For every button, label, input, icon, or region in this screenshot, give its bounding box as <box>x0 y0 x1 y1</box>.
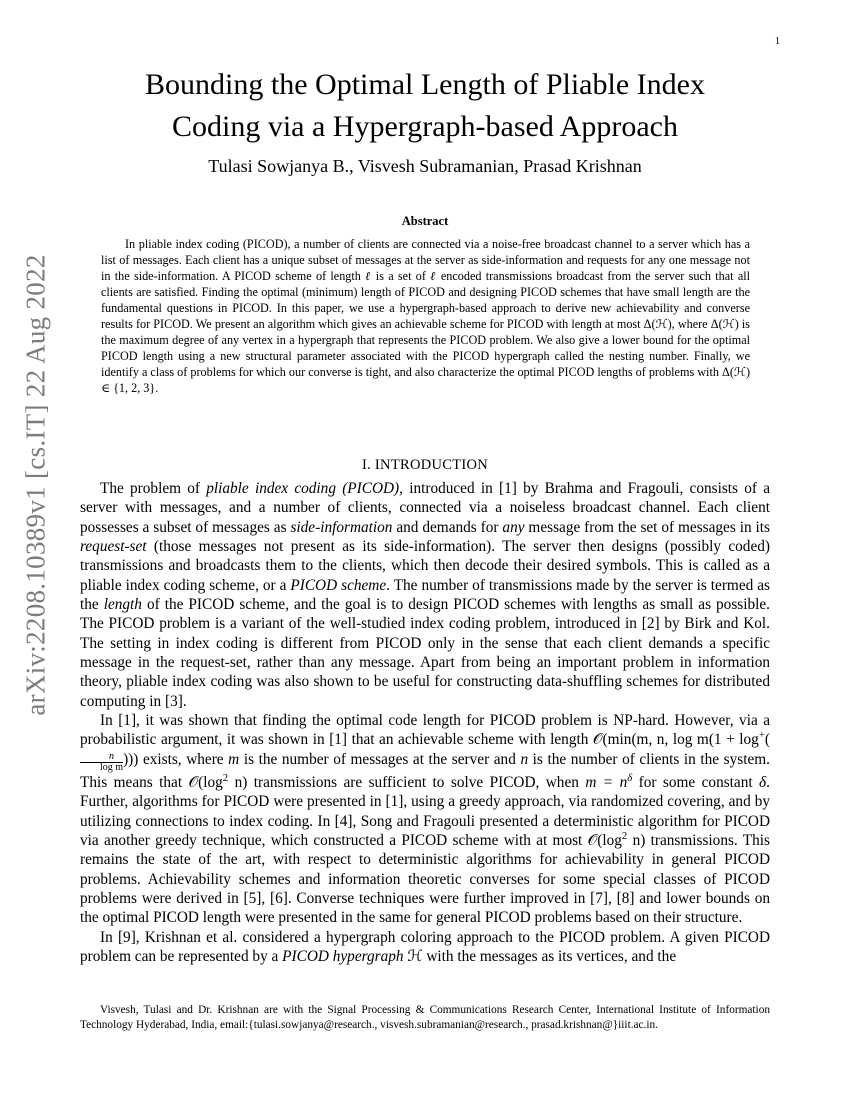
title-line-1: Bounding the Optimal Length of Pliable Index <box>145 68 705 101</box>
math-hypergraph: ℋ <box>722 317 735 332</box>
math-ell: ℓ <box>365 269 372 284</box>
text-segment: message from the set of messages in its <box>524 518 770 536</box>
section-heading-introduction: I. INTRODUCTION <box>361 457 489 473</box>
text-segment: The problem of <box>100 480 207 497</box>
math-expression: n) <box>228 773 248 791</box>
abstract-segment: In pliable index coding (PICOD), a number of clients are connected via a noise-free broadcast channel to a server which has a list of messages. Each client has a unique subset of messages at the server as side-information and requests for any one message not in the side-information. A PICOD scheme of length <box>101 237 750 284</box>
abstract-segment: is a set of <box>371 269 431 284</box>
text-segment: is the number of messages at the server and <box>239 750 521 768</box>
emphasis: pliable index coding (PICOD) <box>206 480 400 497</box>
text-segment: In [1], it was shown that finding the optimal code length for PICOD problem is NP-hard. However, via a probabilistic argument, it was shown in [1] that an achievable scheme with length <box>80 712 770 749</box>
arxiv-identifier: arXiv:2208.10389v1 [cs.IT] 22 Aug 2022 <box>20 254 51 716</box>
text-segment: exists, where <box>138 750 229 768</box>
text-segment: . Further, algorithms for PICOD were presented in [1], using a greedy approach, via randomized covering, and by utilizing connections to index coding. In [4], Song and Fragouli presented a deterministic algorithm for PICOD via another greedy technique, which constructed a PICOD scheme with at most <box>80 773 770 849</box>
text-segment: transmissions. This remains the state of the art, with respect to deterministic algorithms for achievability in general PICOD problems. Achievability schemes and information theoretic converses for some special classes of PICOD problems were derived in [5], [6]. Converse techniques were further improved in [7], [8] and lower bounds on the optimal PICOD length were presented in the same for general PICOD problems based on their structure. <box>80 831 770 927</box>
text-segment: transmissions are sufficient to solve PICOD, when <box>247 773 586 791</box>
text-segment: , introduced in [1] by Brahma and Fragouli, consists of a server with messages, and a number of clients, connected via a noiseless broadcast channel. Each client possesses a subset of messages as <box>80 480 770 536</box>
math-expression: 𝒪(log <box>587 831 622 849</box>
math-expression: n) <box>627 831 646 849</box>
math-hypergraph: ℋ <box>655 317 668 332</box>
text-segment: is the number of clients in the system. This means that <box>80 750 770 791</box>
text-segment: (those messages not present as its side-information). The server then designs (possibly coded) transmissions and broadcasts them to the clients, which then decode their desired symbols. This is called as a pliable index coding scheme, or a <box>80 538 770 594</box>
intro-paragraph-1 <box>80 479 770 711</box>
fraction-numerator: n <box>80 752 123 763</box>
abstract-text <box>101 236 750 396</box>
author-list: Tulasi Sowjanya B., Visvesh Subramanian, Prasad Krishnan <box>208 156 642 176</box>
emphasis: request-set <box>80 538 147 556</box>
title-line-2: Coding via a Hypergraph-based Approach <box>172 110 678 143</box>
text-segment: . The number of transmissions made by the server is termed as the <box>80 576 770 614</box>
page-number: 1 <box>775 36 780 47</box>
math-superscript: + <box>758 729 765 742</box>
emphasis: length <box>103 596 142 614</box>
math-superscript: 2 <box>621 829 628 842</box>
math-paren: ( <box>764 731 770 749</box>
math-fraction <box>80 752 123 773</box>
fraction-denominator: log m <box>100 761 124 773</box>
paper-title <box>80 64 770 148</box>
math-ell: ℓ <box>430 269 437 284</box>
emphasis: side-information <box>290 518 393 536</box>
math-variable: m <box>228 750 240 768</box>
introduction-body <box>80 479 770 966</box>
text-segment: with the messages as its vertices, and the <box>422 947 677 965</box>
math-superscript: δ <box>627 771 633 784</box>
intro-paragraph-2 <box>80 711 770 927</box>
emphasis: PICOD hypergraph <box>282 947 404 965</box>
math-expression: 𝒪(log <box>188 773 223 791</box>
math-variable: n <box>520 750 529 768</box>
abstract-segment: encoded transmissions broadcast from the server such that all clients are satisfied. Finding the optimal (minimum) length of PICOD and designing PICOD schemes that have small length are the fundamental questions in PICOD. In this paper, we use a hypergraph-based approach to derive new achievability and converse results for PICOD. We present an algorithm which gives an achievable scheme for PICOD with length at most Δ( <box>101 269 750 332</box>
emphasis: any <box>502 518 525 536</box>
abstract-segment: ), where Δ( <box>667 317 723 332</box>
math-expression: m = n <box>585 773 628 791</box>
text-segment: In [9], Krishnan et al. considered a hypergraph coloring approach to the PICOD problem. A given PICOD problem can be represented by a <box>80 928 770 965</box>
math-superscript: 2 <box>222 771 229 784</box>
emphasis: PICOD scheme <box>290 576 387 594</box>
text-segment: for some constant <box>632 773 760 791</box>
intro-paragraph-3 <box>80 928 770 967</box>
text-segment: and demands for <box>392 518 503 536</box>
arxiv-sidebar <box>14 254 58 716</box>
affiliation-footnote: Visvesh, Tulasi and Dr. Krishnan are with the Signal Processing & Communications Research Center, International Institute of Information Technology Hyderabad, India, email:{tulasi.sowjanya@research., visvesh.subramanian@research., prasad.krishnan@}iiit.ac.in. <box>80 1004 770 1031</box>
abstract-segment: ) is the maximum degree of any vertex in a hypergraph that represents the PICOD problem. We also give a lower bound for the optimal PICOD length using a new structural parameter associated with the PICOD hypergraph called the nesting number. Finally, we identify a class of problems for which our converse is tight, and also characterize the optimal PICOD lengths of problems with Δ( <box>101 317 750 380</box>
abstract-segment: ) ∈ {1, 2, 3}. <box>101 365 750 396</box>
math-paren: ))) <box>123 750 139 768</box>
math-variable: δ <box>759 773 767 791</box>
math-hypergraph: ℋ <box>407 947 423 965</box>
math-expression: 𝒪(min(m, n, log m(1 + log <box>592 731 759 749</box>
text-segment: of the PICOD scheme, and the goal is to design PICOD schemes with lengths as small as possible. The PICOD problem is a variant of the well-studied index coding problem, introduced in [2] by Birk and Kol. The setting in index coding is different from PICOD only in the sense that each client demands a specific message in the request-set, rather than any message. Apart from being an important problem in information theory, pliable index coding was also shown to be useful for constructing data-shuffling schemes for distributed computing in [3]. <box>80 596 770 710</box>
math-hypergraph: ℋ <box>733 365 746 380</box>
abstract-heading: Abstract <box>401 214 449 228</box>
